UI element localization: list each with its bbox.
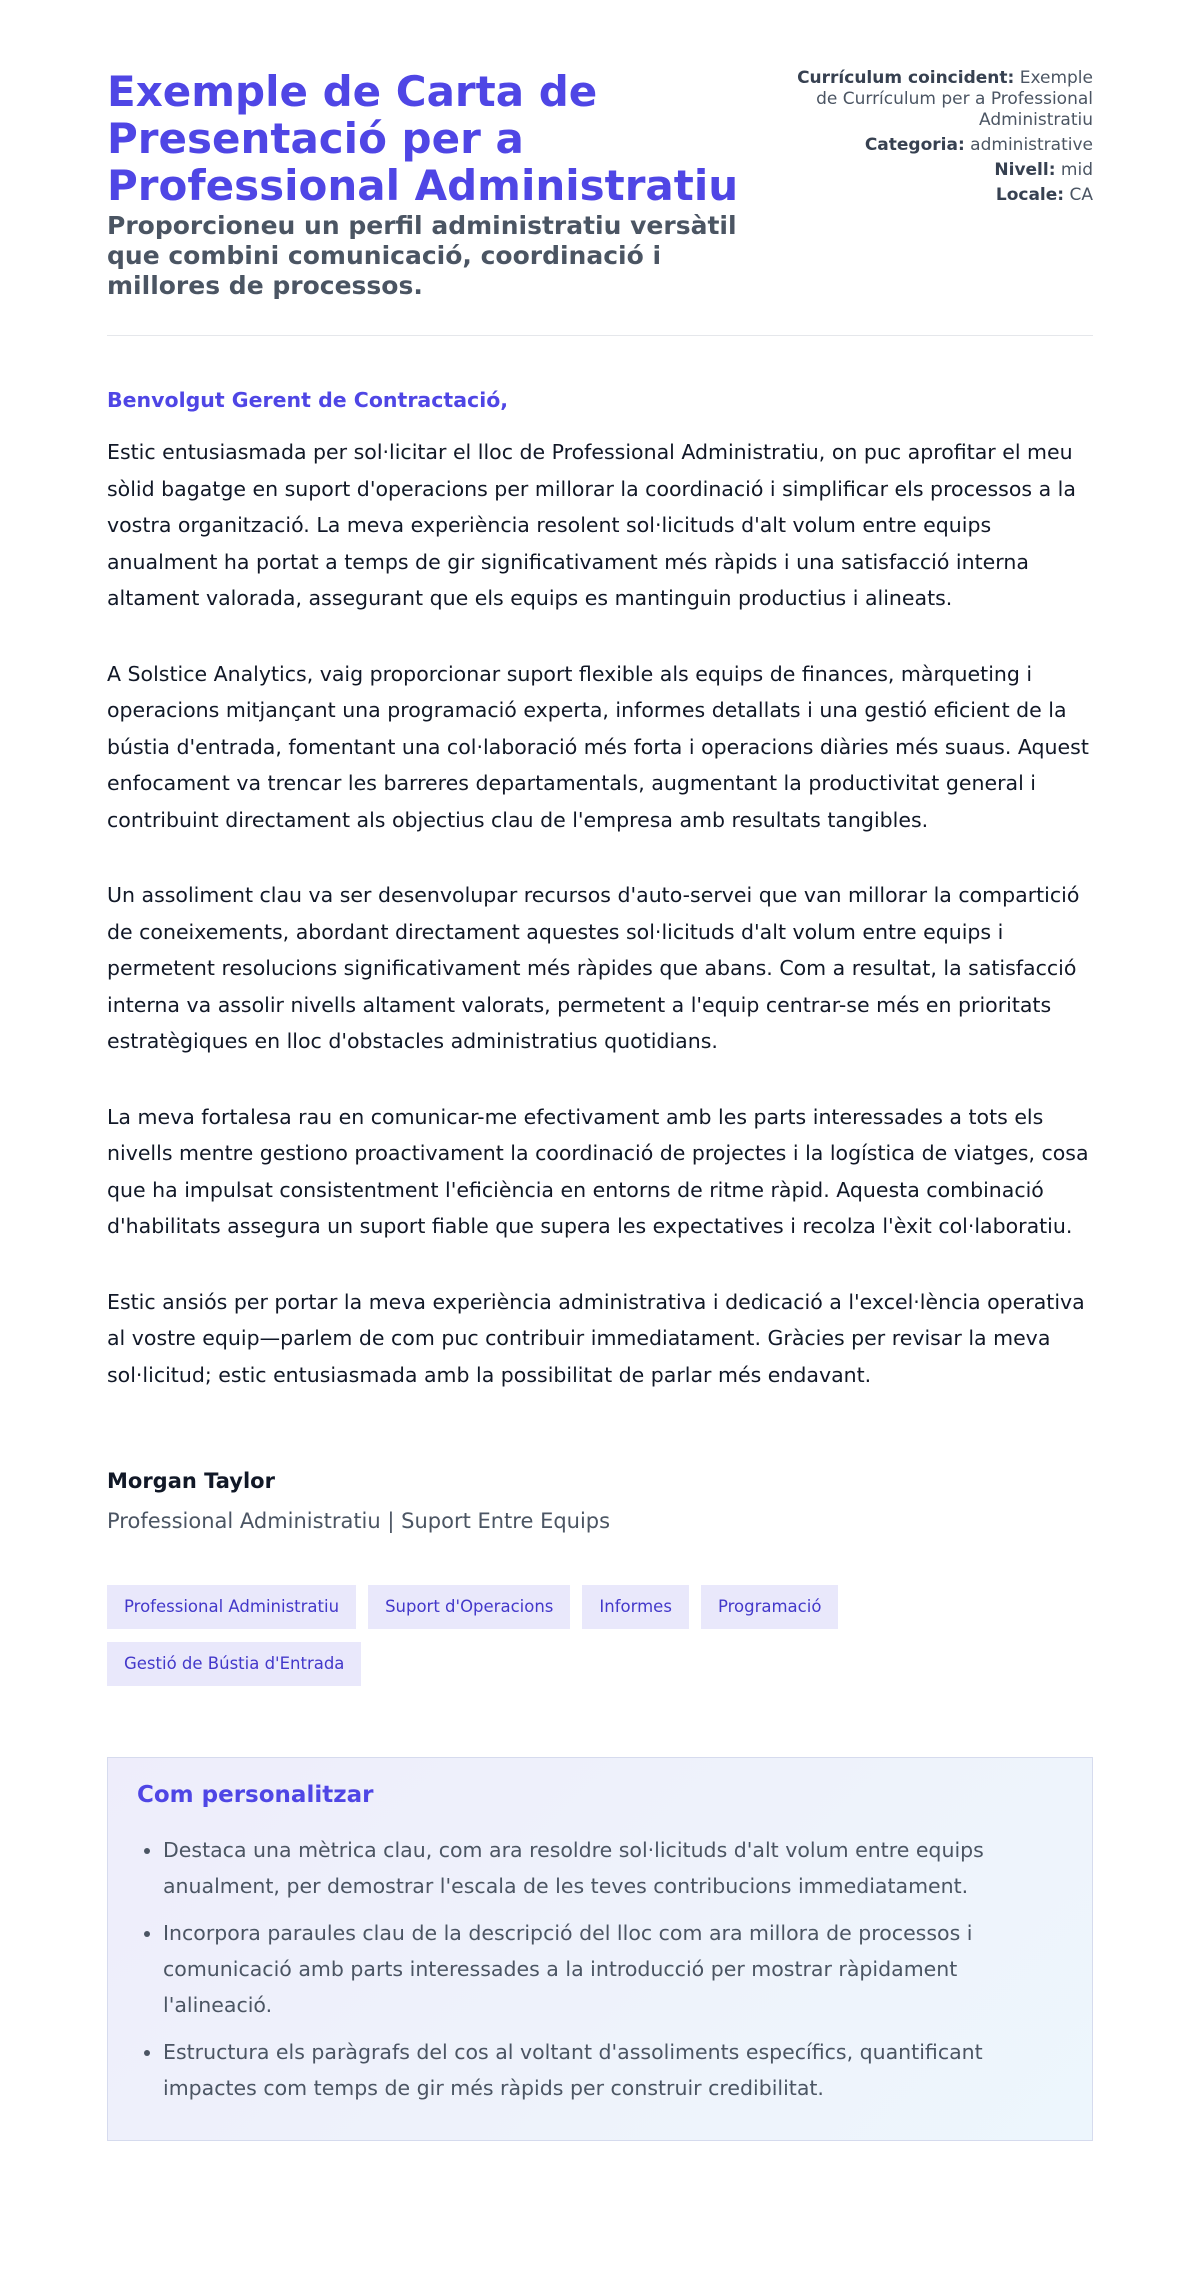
letter-paragraph: Un assoliment clau va ser desenvolupar recursos d'auto-servei que van millorar la compartició de coneixements, abordant directament aquestes sol·licituds d'alt volum entre equips i permetent resolucions significativament més ràpides que abans. Com a resultat, la satisfacció interna va assolir nivells altament valorats, permetent a l'equip centrar-se més en prioritats estratègiques en lloc d'obstacles administratius quotidians. — [107, 883, 1080, 1053]
meta-resume-value: Exemple de Currículum per a Professional Administratiu — [816, 68, 1093, 130]
tips-title: Com personalitzar — [137, 1782, 374, 1808]
skill-tag: Professional Administratiu — [107, 1585, 356, 1629]
meta-resume — [773, 68, 1093, 131]
skill-tag: Informes — [582, 1585, 689, 1629]
page-title: Exemple de Carta de Presentació per a Professional Administratiu — [107, 67, 739, 210]
meta-level-label: Nivell: — [994, 160, 1056, 180]
meta-category-value: administrative — [970, 135, 1093, 155]
meta-panel — [773, 68, 1093, 210]
letter-salutation: Benvolgut Gerent de Contractació, — [107, 388, 509, 412]
page-subtitle: Proporcioneu un perfil administratiu versàtil que combini comunicació, coordinació i millores de processos. — [107, 211, 737, 300]
meta-level-value: mid — [1060, 160, 1093, 180]
tip-item: • Destaca una mètrica clau, com ara resoldre sol·licituds d'alt volum entre equips anualment, per demostrar l'escala de les teves contribucions immediatament. — [163, 1832, 1062, 1904]
signature-block — [107, 1469, 1093, 1533]
meta-locale-value: CA — [1069, 185, 1093, 205]
title-block — [107, 68, 767, 301]
skill-tags — [107, 1585, 907, 1686]
meta-resume-label: Currículum coincident: — [797, 68, 1015, 88]
letter-paragraph: Estic entusiasmada per sol·licitar el lloc de Professional Administratiu, on puc aprofitar el meu sòlid bagatge en suport d'operacions per millorar la coordinació i simplificar els processos a la vostra organització. La meva experiència resolent sol·licituds d'alt volum entre equips anualment ha portat a temps de gir significativament més ràpids i una satisfacció interna altament valorada, assegurant que els equips es mantinguin productius i alineats. — [107, 440, 1076, 610]
tip-item: • Estructura els paràgrafs del cos al voltant d'assoliments específics, quantificant impactes com temps de gir més ràpids per construir credibilitat. — [163, 2034, 1062, 2106]
tip-item: • Incorpora paraules clau de la descripció del lloc com ara millora de processos i comunicació amb parts interessades a la introducció per mostrar ràpidament l'alineació. — [163, 1915, 1062, 2023]
page-header — [107, 68, 1093, 336]
tips-list — [137, 1832, 1062, 2106]
meta-locale — [773, 185, 1093, 206]
meta-category-label: Categoria: — [864, 135, 965, 155]
meta-level — [773, 160, 1093, 181]
skill-tag: Suport d'Operacions — [368, 1585, 570, 1629]
skill-tag: Programació — [701, 1585, 838, 1629]
letter-paragraph: A Solstice Analytics, vaig proporcionar suport flexible als equips de finances, màrqueting i operacions mitjançant una programació experta, informes detallats i una gestió eficient de la bústia d'entrada, fomentant una col·laboració més forta i operacions diàries més suaus. Aquest enfocament va trencar les barreres departamentals, augmentant la productivitat general i contribuint directament als objectius clau de l'empresa amb resultats tangibles. — [107, 661, 1089, 832]
signature-role: Professional Administratiu | Suport Entre Equips — [107, 1509, 611, 1533]
meta-category — [773, 135, 1093, 156]
skill-tag: Gestió de Bústia d'Entrada — [107, 1642, 361, 1686]
meta-locale-label: Locale: — [995, 185, 1065, 205]
customization-tips-box — [107, 1757, 1093, 2141]
letter-paragraph: Estic ansiós per portar la meva experiència administrativa i dedicació a l'excel·lència operativa al vostre equip—parlem de com puc contribuir immediatament. Gràcies per revisar la meva sol·licitud; estic entusiasmada amb la possibilitat de parlar més endavant. — [107, 1289, 1085, 1387]
letter-paragraph: La meva fortalesa rau en comunicar-me efectivament amb les parts interessades a tots els nivells mentre gestiono proactivament la coordinació de projectes i la logística de viatges, cosa que ha impulsat consistentment l'eficiència en entorns de ritme ràpid. Aquesta combinació d'habilitats assegura un suport fiable que supera les expectatives i recolza l'èxit col·laboratiu. — [107, 1104, 1089, 1238]
signature-name: Morgan Taylor — [107, 1469, 275, 1493]
letter-body — [107, 434, 1093, 1393]
